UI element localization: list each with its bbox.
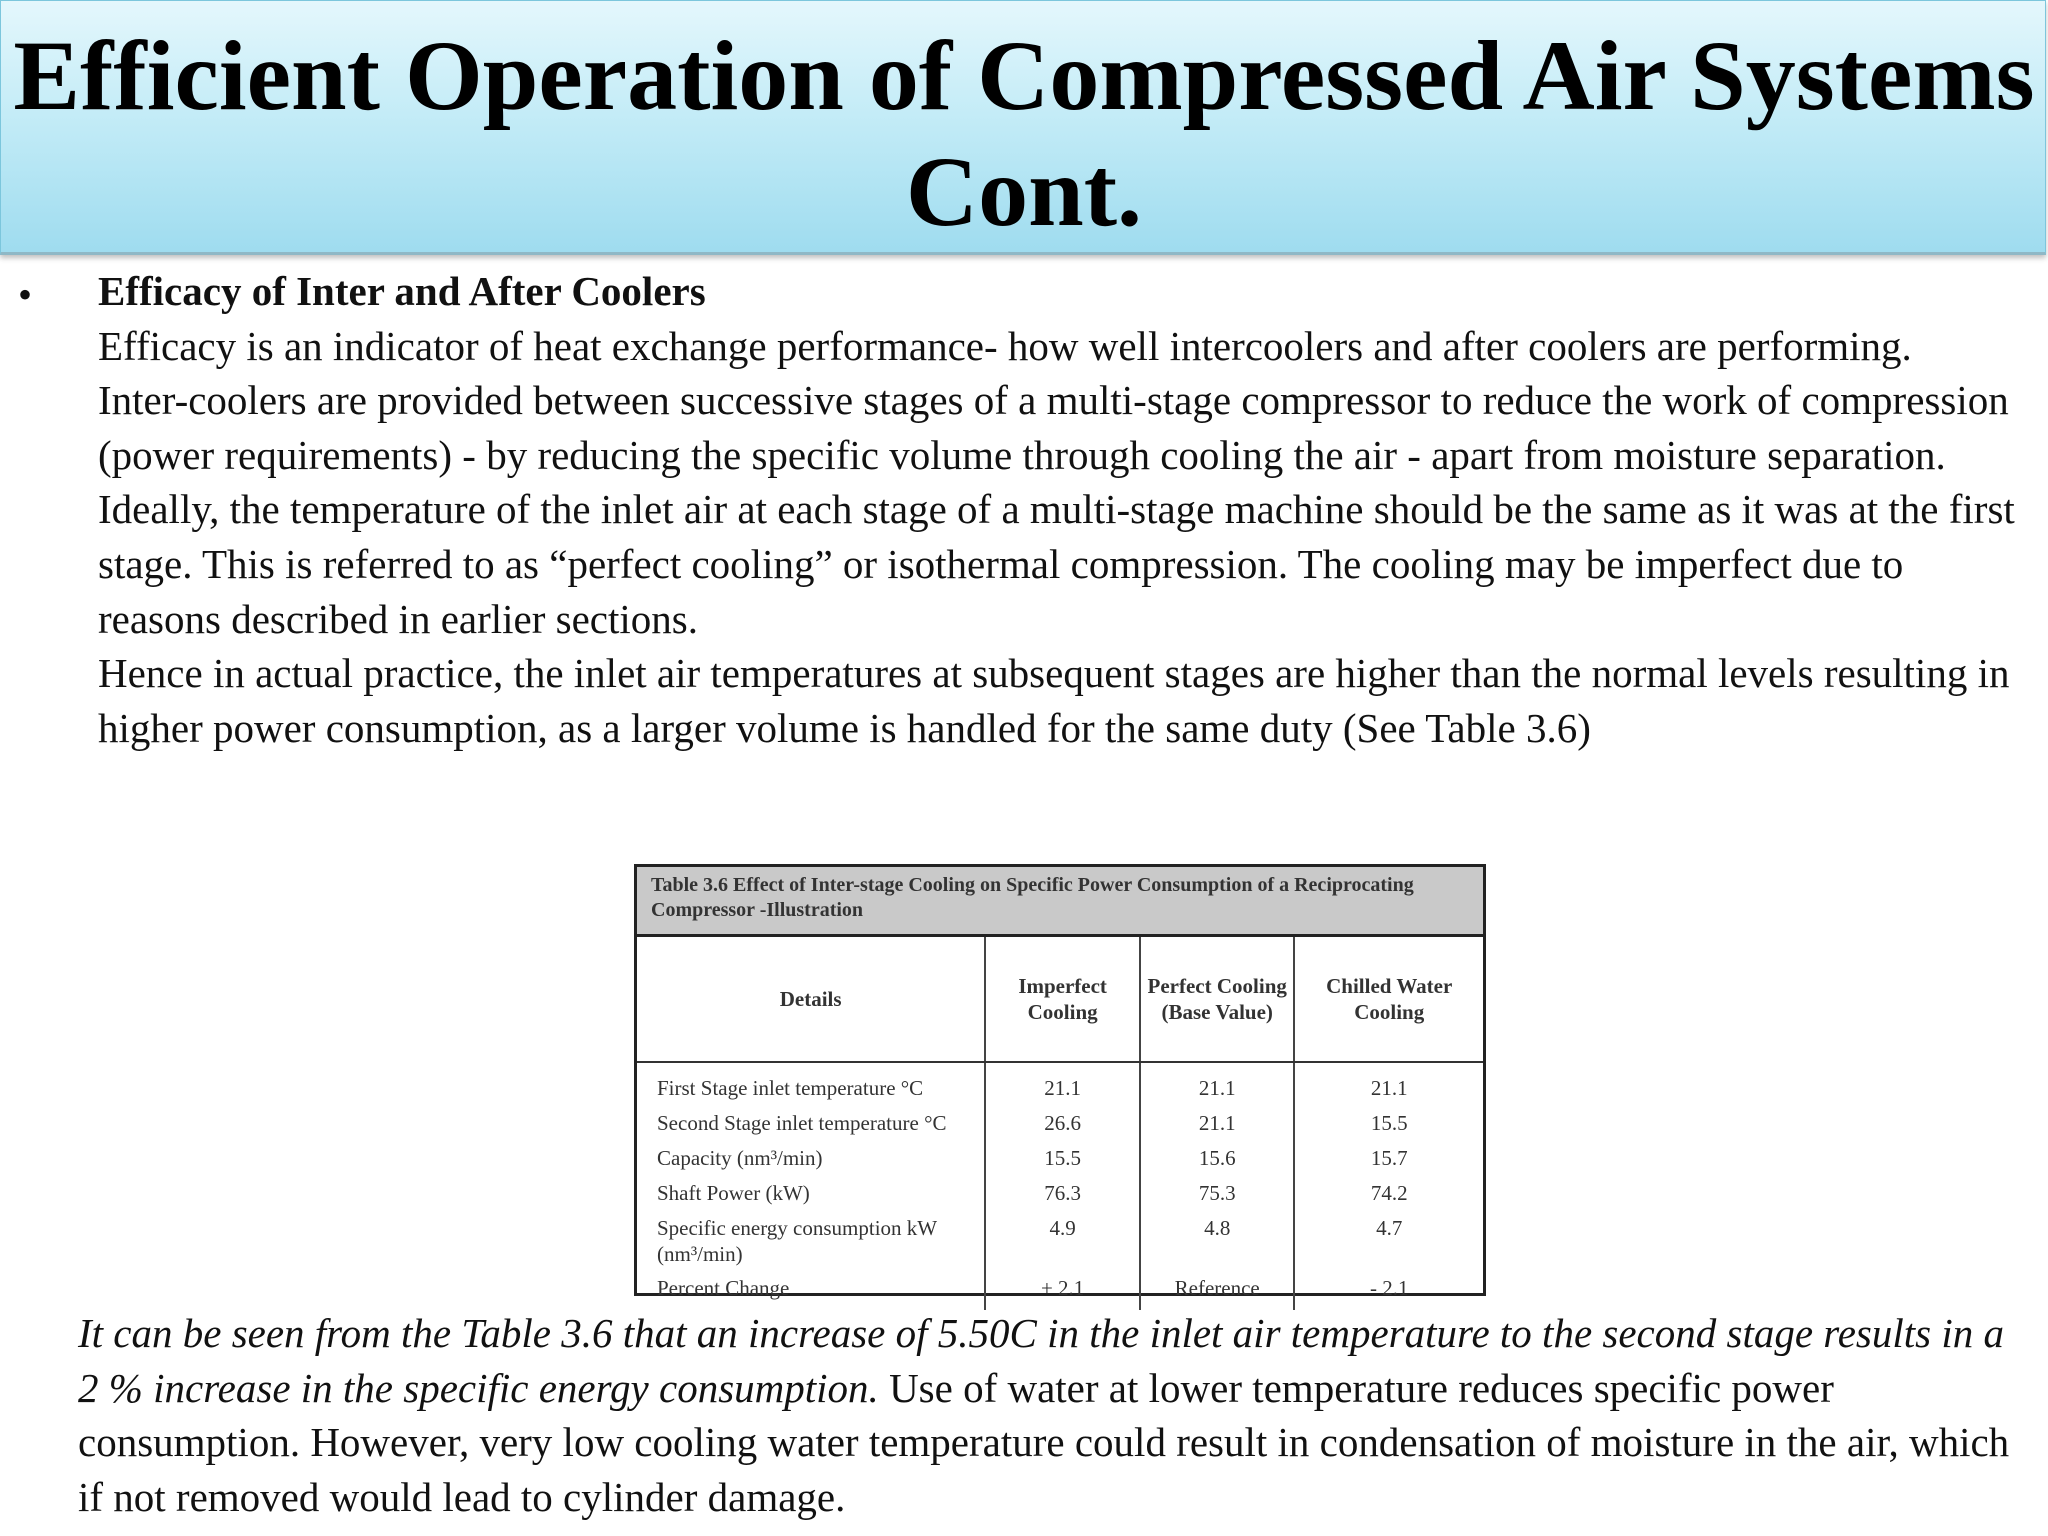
cell-value: 15.5 bbox=[1294, 1110, 1483, 1145]
cell-value: - 2.1 bbox=[1294, 1275, 1483, 1310]
body-text bbox=[98, 264, 2028, 755]
header-imperfect-cooling: Imperfect Cooling bbox=[985, 937, 1140, 1062]
cell-value: + 2.1 bbox=[985, 1275, 1140, 1310]
table-row bbox=[637, 1062, 1483, 1110]
cell-value: 21.1 bbox=[1140, 1062, 1294, 1110]
cell-value: Reference bbox=[1140, 1275, 1294, 1310]
table-header-row bbox=[637, 937, 1483, 1062]
header-chilled-water-cooling: Chilled Water Cooling bbox=[1294, 937, 1483, 1062]
table-caption: Table 3.6 Effect of Inter-stage Cooling on Specific Power Consumption of a Reciprocating Compressor -Illustration bbox=[637, 867, 1483, 937]
paragraph-intercoolers: Inter-coolers are provided between successive stages of a multi-stage compressor to reduce the work of compression (power requirements) - by reducing the specific volume through cooling the air - apart from moisture separation. bbox=[98, 377, 2009, 478]
cell-value: 75.3 bbox=[1140, 1180, 1294, 1215]
paragraph-ideal-cooling: Ideally, the temperature of the inlet air at each stage of a multi-stage machine should be the same as it was at the first stage. This is referred to as “perfect cooling” or isothermal compression. The cooling may be imperfect due to reasons described in earlier sections. bbox=[98, 486, 2015, 642]
cell-value: 21.1 bbox=[985, 1062, 1140, 1110]
table-row bbox=[637, 1180, 1483, 1215]
cell-value: 74.2 bbox=[1294, 1180, 1483, 1215]
table-row bbox=[637, 1110, 1483, 1145]
cell-value: 15.6 bbox=[1140, 1145, 1294, 1180]
row-label: Capacity (nm³/min) bbox=[657, 1146, 823, 1170]
row-label: First Stage inlet temperature °C bbox=[657, 1076, 924, 1100]
header-perfect-cooling: Perfect Cooling (Base Value) bbox=[1140, 937, 1294, 1062]
row-label: Percent Change bbox=[657, 1276, 790, 1300]
table-row bbox=[637, 1215, 1483, 1275]
cell-value: 15.7 bbox=[1294, 1145, 1483, 1180]
cell-value: 21.1 bbox=[1140, 1110, 1294, 1145]
header-details: Details bbox=[637, 937, 985, 1062]
section-heading: Efficacy of Inter and After Coolers bbox=[98, 268, 706, 314]
paragraph-actual-practice: Hence in actual practice, the inlet air temperatures at subsequent stages are higher than the normal levels resulting in higher power consumption, as a larger volume is handled for the same duty (See Table 3.6) bbox=[98, 650, 2010, 751]
bullet-marker: • bbox=[18, 272, 33, 317]
cell-value: 4.7 bbox=[1294, 1215, 1483, 1275]
conclusion-text bbox=[78, 1306, 2028, 1524]
data-table bbox=[637, 937, 1483, 1310]
cell-value: 21.1 bbox=[1294, 1062, 1483, 1110]
conclusion-italic: It can be seen from the Table 3.6 that an increase of 5.50C in the inlet air temperature to the second stage results in a 2 % increase in the specific energy consumption. bbox=[78, 1310, 2004, 1411]
paragraph-efficacy: Efficacy is an indicator of heat exchange performance- how well intercoolers and after coolers are performing. bbox=[98, 322, 1912, 369]
slide-title: Efficient Operation of Compressed Air Systems Cont. bbox=[13, 20, 2035, 247]
row-label: Specific energy consumption kW (nm³/min) bbox=[657, 1216, 937, 1266]
cell-value: 26.6 bbox=[985, 1110, 1140, 1145]
table-row bbox=[637, 1275, 1483, 1310]
table-figure bbox=[634, 864, 1486, 1300]
cell-value: 15.5 bbox=[985, 1145, 1140, 1180]
cell-value: 4.9 bbox=[985, 1215, 1140, 1275]
row-label: Second Stage inlet temperature °C bbox=[657, 1111, 947, 1135]
cell-value: 4.8 bbox=[1140, 1215, 1294, 1275]
conclusion-plain: Use of water at lower temperature reduces specific power consumption. However, very low cooling water temperature could result in condensation of moisture in the air, which if not removed would lead to cylinder damage. bbox=[78, 1364, 2010, 1520]
table-row bbox=[637, 1145, 1483, 1180]
cell-value: 76.3 bbox=[985, 1180, 1140, 1215]
row-label: Shaft Power (kW) bbox=[657, 1181, 810, 1205]
